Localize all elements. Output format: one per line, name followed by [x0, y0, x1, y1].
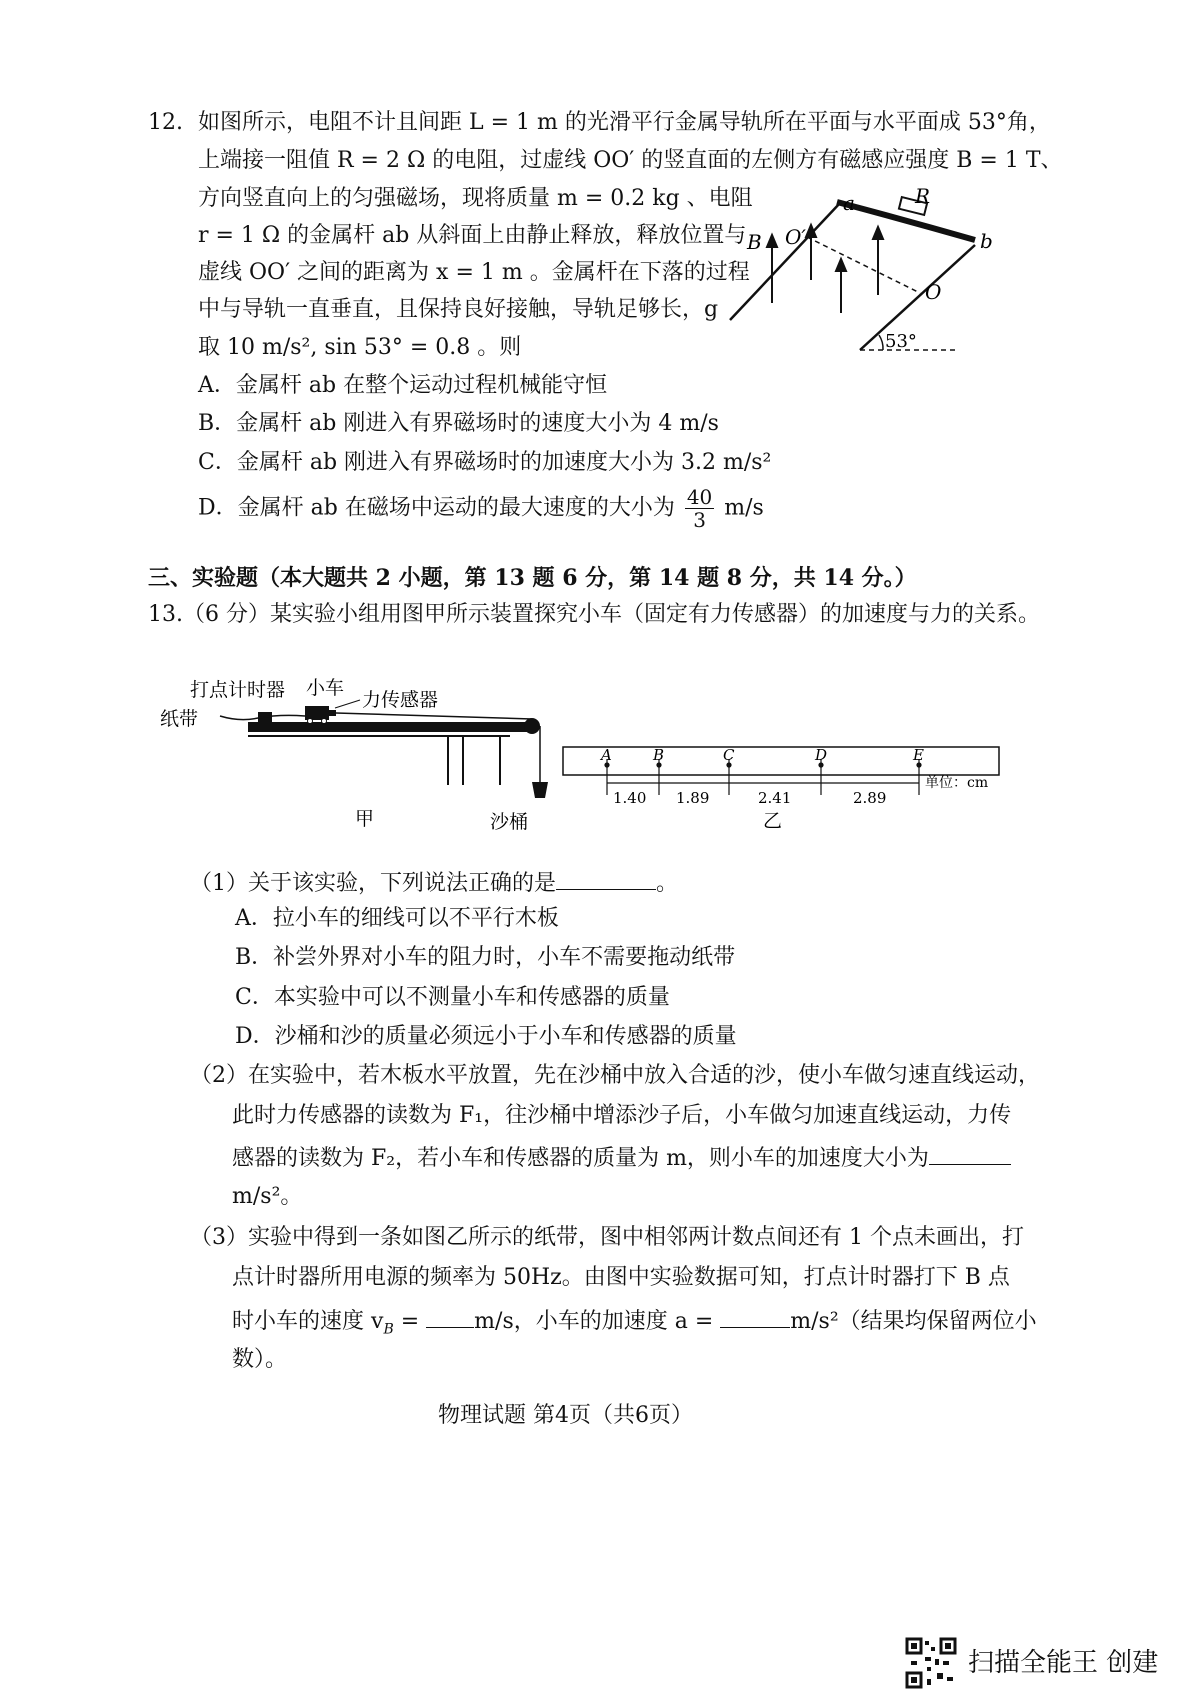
q12-line3: 方向竖直向上的匀强磁场，现将质量 m = 0.2 kg 、电阻 [198, 186, 753, 211]
q13-part3-text-a: 时小车的速度 v [232, 1309, 384, 1334]
q12-line7: 取 10 m/s², sin 53° = 0.8 。则 [198, 335, 522, 360]
label-a: a [843, 191, 855, 215]
q13-part3-line1: （3）实验中得到一条如图乙所示的纸带，图中相邻两计数点间还有 1 个点未画出，打 [190, 1225, 1024, 1250]
label-cart: 小车 [306, 677, 345, 699]
q13-part3-line2: 点计时器所用电源的频率为 50Hz。由图中实验数据可知，打点计时器打下 B 点 [232, 1265, 1010, 1290]
distance-AB: 1.40 [613, 789, 647, 807]
q13-figure-apparatus [160, 670, 560, 840]
distance-CD: 2.41 [758, 789, 792, 807]
fraction-denominator: 3 [693, 508, 706, 532]
qr-code-icon [905, 1637, 957, 1689]
q13-part1 [190, 865, 678, 900]
label-R: R [915, 184, 931, 208]
point-A: A [601, 746, 612, 764]
q13-intro: 13.（6 分）某实验小组用图甲所示装置探究小车（固定有力传感器）的加速度与力的关系。 [148, 602, 1040, 627]
point-E: E [913, 746, 924, 764]
q12-option-d-unit: m/s [724, 495, 764, 521]
q13-part2-line4: m/s²。 [232, 1184, 303, 1209]
point-B: B [653, 746, 665, 764]
label-O-prime: O′ [785, 225, 806, 249]
label-O: O [925, 280, 942, 304]
label-bucket: 沙桶 [490, 811, 529, 833]
q13-part1-option-d: D．沙桶和沙的质量必须远小于小车和传感器的质量 [235, 1024, 737, 1049]
q12-rail-figure [725, 185, 1005, 360]
answer-blank-1[interactable] [556, 865, 656, 890]
q12-line5: 虚线 OO′ 之间的距离为 x = 1 m 。金属杆在下落的过程 [198, 260, 750, 285]
q13-part3-line4: 数）。 [232, 1347, 288, 1372]
caption-jia: 甲 [355, 808, 375, 830]
q12-line2: 上端接一阻值 R = 2 Ω 的电阻，过虚线 OO′ 的竖直面的左侧方有磁感应强度 B = 1 T、 [198, 148, 1063, 173]
label-angle-53: 53° [885, 331, 917, 352]
q13-part2-line1: （2）在实验中，若木板水平放置，先在沙桶中放入合适的沙，使小车做匀速直线运动， [190, 1063, 1040, 1088]
scanner-watermark: 扫描全能王 创建 [968, 1648, 1159, 1678]
q13-part3-text-d: m/s²（结果均保留两位小 [790, 1309, 1037, 1334]
q13-part2-line3 [232, 1140, 1011, 1175]
q13-part2-line2: 此时力传感器的读数为 F₁，往沙桶中增添沙子后，小车做匀加速直线运动，力传 [232, 1103, 1012, 1128]
fraction-40-3 [685, 486, 714, 531]
q13-part1-end: 。 [656, 871, 679, 896]
section-3-heading: 三、实验题（本大题共 2 小题，第 13 题 6 分，第 14 题 8 分，共 14 分。） [148, 565, 917, 591]
distance-BC: 1.89 [676, 789, 710, 807]
answer-blank-vB[interactable] [426, 1303, 474, 1328]
point-D: D [815, 746, 828, 764]
unit-label: 单位：cm [925, 775, 989, 791]
fraction-numerator: 40 [686, 485, 713, 509]
q13-part1-option-c: C．本实验中可以不测量小车和传感器的质量 [235, 985, 670, 1010]
label-sensor: 力传感器 [362, 689, 439, 711]
label-timer: 打点计时器 [190, 679, 286, 701]
label-B: B [747, 230, 762, 254]
q13-part1-option-b: B．补尝外界对小车的阻力时，小车不需要拖动纸带 [235, 945, 736, 970]
subscript-B: B [383, 1321, 394, 1338]
label-tape: 纸带 [160, 708, 199, 730]
q12-line6: 中与导轨一直垂直，且保持良好接触，导轨足够长，g [198, 297, 719, 322]
q12-option-d [198, 486, 764, 531]
q12-option-a: A．金属杆 ab 在整个运动过程机械能守恒 [198, 373, 608, 398]
q12-option-c: C．金属杆 ab 刚进入有界磁场时的加速度大小为 3.2 m/s² [198, 450, 772, 475]
q13-figure-tape [563, 735, 1023, 835]
answer-blank-a[interactable] [720, 1303, 790, 1328]
q12-option-d-text: D．金属杆 ab 在磁场中运动的最大速度的大小为 [198, 495, 675, 521]
label-b: b [980, 229, 993, 253]
distance-DE: 2.89 [853, 789, 887, 807]
q13-part3-line3 [232, 1303, 1037, 1345]
q13-part1-option-a: A．拉小车的细线可以不平行木板 [235, 906, 559, 931]
page-footer: 物理试题 第4页（共6页） [438, 1403, 693, 1428]
q12-line1: 如图所示，电阻不计且间距 L = 1 m 的光滑平行金属导轨所在平面与水平面成 53°角， [198, 110, 1051, 135]
answer-blank-2[interactable] [929, 1140, 1011, 1165]
q13-part3-text-b: = [393, 1309, 420, 1334]
q12-number: 12. [148, 110, 183, 135]
caption-yi: 乙 [763, 810, 783, 832]
point-C: C [723, 746, 735, 764]
q12-line4: r = 1 Ω 的金属杆 ab 从斜面上由静止释放，释放位置与 [198, 223, 747, 248]
q13-part3-text-c: m/s，小车的加速度 a = [474, 1309, 714, 1334]
q13-part1-text: （1）关于该实验，下列说法正确的是 [190, 871, 556, 896]
q13-part2-line3-text: 感器的读数为 F₂，若小车和传感器的质量为 m，则小车的加速度大小为 [232, 1146, 929, 1171]
q12-option-b: B．金属杆 ab 刚进入有界磁场时的速度大小为 4 m/s [198, 411, 719, 436]
